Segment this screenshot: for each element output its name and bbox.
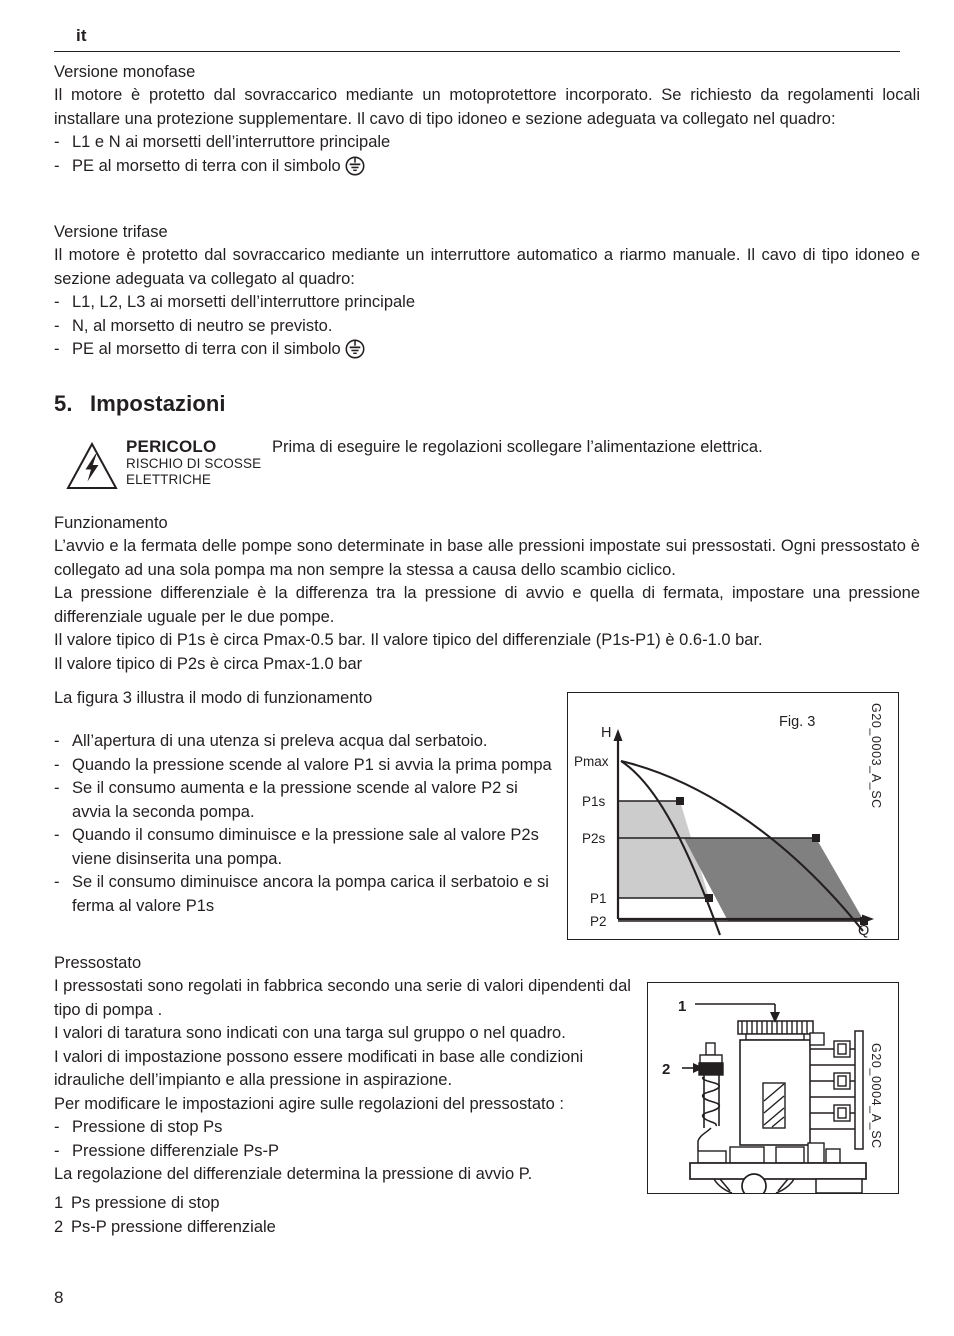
chart-marker-p2s xyxy=(812,834,820,842)
list-item xyxy=(54,777,559,824)
differential-adjust-screw xyxy=(699,1043,723,1075)
paragraph-funzionamento-2: La pressione differenziale è la differenza tra la pressione di avvio e quella di fermata, impostare una pressione differenziale uguale per le due pompe. xyxy=(54,584,920,626)
list-funzionamento-steps xyxy=(54,730,559,918)
list-item-label: N, al morsetto di neutro se previsto. xyxy=(72,316,333,335)
heading-funzionamento: Funzionamento xyxy=(54,514,168,532)
list-pressostato xyxy=(54,1116,654,1163)
paragraph-funzionamento-1: L’avvio e la fermata delle pompe sono determinate in base alle pressioni impostate sui pressostati. Ogni pressostato è collegato ad una sola pompa ma non sempre la stessa a causa dello scambio ciclico. xyxy=(54,537,920,579)
lever-link xyxy=(698,1128,711,1151)
list-item xyxy=(54,155,920,179)
heading-pressostato: Pressostato xyxy=(54,954,142,972)
callout-1-leader xyxy=(695,1004,775,1015)
paragraph-pressostato-1: I pressostati sono regolati in fabbrica secondo una serie di valori dipendenti dal tipo di pompa . xyxy=(54,977,631,1019)
chart-marker-p1s xyxy=(676,797,684,805)
figure-4-legend xyxy=(54,1192,654,1239)
figure-4-container xyxy=(647,982,899,1194)
warning-triangle-electric-shock-icon xyxy=(66,441,118,491)
list-item-label: PE al morsetto di terra con il simbolo xyxy=(72,156,341,175)
page-number: 8 xyxy=(54,1288,64,1307)
list-trifase xyxy=(54,291,920,362)
callout-number-2: 2 xyxy=(662,1061,671,1078)
chart-ytick-pmax: Pmax xyxy=(574,754,609,769)
switch-body-window xyxy=(763,1083,785,1128)
danger-subtitle-line2: ELETTRICHE xyxy=(126,471,212,487)
danger-text: Prima di eseguire le regolazioni scollegare l’alimentazione elettrica. xyxy=(272,438,763,456)
chart-ytick-p1: P1 xyxy=(590,891,607,906)
list-item-label: L1, L2, L3 ai morsetti dell’interruttore principale xyxy=(72,293,416,311)
paragraph-pressostato-4: Per modificare le impostazioni agire sulle regolazioni del pressostato : xyxy=(54,1094,564,1113)
list-item-label: All’apertura di una utenza si preleva acqua dal serbatoio. xyxy=(72,732,488,750)
heading-versione-monofase: Versione monofase xyxy=(54,63,196,81)
callout-number-1: 1 xyxy=(678,998,687,1015)
list-item xyxy=(54,1116,654,1140)
base-plate xyxy=(690,1143,866,1179)
list-item xyxy=(54,1140,654,1164)
figure-3-container xyxy=(567,692,899,940)
paragraph-pressostato-5: La regolazione del differenziale determina la pressione di avvio P. xyxy=(54,1165,533,1183)
legend-number: 1 xyxy=(54,1194,64,1212)
chart-ytick-p1s: P1s xyxy=(582,794,606,809)
adjustment-nut-top xyxy=(738,1021,813,1040)
danger-subtitle-line1: RISCHIO DI SCOSSE xyxy=(126,456,262,471)
section-versione-monofase xyxy=(54,61,920,178)
paragraph-funzionamento-4: Il valore tipico di P2s è circa Pmax-1.0 bar xyxy=(54,654,363,673)
list-monofase xyxy=(54,131,920,178)
list-item-label: L1 e N ai morsetti dell’interruttore principale xyxy=(72,133,391,151)
paragraph-pressostato-3: I valori di impostazione possono essere modificati in base alle condizioni idrauliche dell’impianto e alla pressione in aspirazione. xyxy=(54,1047,584,1089)
figure-4-drawing-code: G20_0004_A_SC xyxy=(869,1043,883,1149)
chart-ytick-p2: P2 xyxy=(590,914,607,929)
figure-3-caption: Fig. 3 xyxy=(779,714,816,730)
danger-word: PERICOLO xyxy=(126,437,217,456)
list-item xyxy=(54,1192,654,1216)
section-number: 5. xyxy=(54,391,73,416)
list-item-label: Se il consumo aumenta e la pressione scende al valore P2 si avvia la seconda pompa. xyxy=(72,779,518,821)
section-heading-impostazioni xyxy=(54,391,226,417)
figure-3-chart xyxy=(568,693,898,939)
language-tag: it xyxy=(76,26,87,45)
heading-versione-trifase: Versione trifase xyxy=(54,223,168,241)
section-pressostato xyxy=(54,952,654,1187)
list-item xyxy=(54,338,920,362)
chart-marker-p1 xyxy=(705,894,713,902)
terminal-block-right xyxy=(810,1031,863,1149)
list-item xyxy=(54,291,920,315)
section-title-text: Impostazioni xyxy=(90,391,226,416)
figure-3-drawing-code: G20_0003_A_SC xyxy=(869,703,883,809)
list-item xyxy=(54,754,559,778)
list-legend xyxy=(54,1192,654,1239)
list-item xyxy=(54,871,559,918)
chart-y-axis-arrow xyxy=(614,729,623,741)
list-item xyxy=(54,131,920,155)
differential-spring xyxy=(703,1075,720,1128)
figure3-intro xyxy=(54,687,554,711)
list-item-label: Se il consumo diminuisce ancora la pompa carica il serbatoio e si ferma al valore P1s xyxy=(72,873,549,915)
chart-ytick-p2s: P2s xyxy=(582,831,606,846)
chart-y-axis-label: H xyxy=(601,725,612,741)
section-versione-trifase xyxy=(54,221,920,362)
paragraph-monofase: Il motore è protetto dal sovraccarico mediante un motoprotettore incorporato. Se richiesto da regolamenti locali installare una protezione supplementare. Il cavo di tipo idoneo e sezione adeguata va collegato nel quadro: xyxy=(54,86,920,128)
section-funzionamento xyxy=(54,512,920,676)
list-item-label: Quando la pressione scende al valore P1 si avvia la prima pompa xyxy=(72,755,552,774)
list-funzionamento xyxy=(54,730,559,918)
list-item xyxy=(54,824,559,871)
figure-4-pressure-switch-drawing xyxy=(648,983,898,1193)
protective-earth-icon xyxy=(344,155,366,177)
list-item-label: Pressione differenziale Ps-P xyxy=(72,1141,279,1160)
chart-x-axis-label: Q xyxy=(858,923,870,939)
legend-number: 2 xyxy=(54,1217,64,1236)
legend-label: Ps-P pressione differenziale xyxy=(71,1217,276,1236)
list-item-label: Quando il consumo diminuisce e la pressione sale al valore P2s viene disinserita una pompa. xyxy=(72,826,539,868)
list-item xyxy=(54,315,920,339)
header-rule xyxy=(54,51,900,52)
danger-notice xyxy=(60,437,900,497)
paragraph-pressostato-2: I valori di taratura sono indicati con una targa sul gruppo o nel quadro. xyxy=(54,1024,566,1042)
list-item-label: Pressione di stop Ps xyxy=(72,1118,223,1136)
legend-label: Ps pressione di stop xyxy=(71,1194,220,1212)
list-item-label: PE al morsetto di terra con il simbolo xyxy=(72,340,341,358)
list-item xyxy=(54,1216,654,1240)
paragraph-trifase: Il motore è protetto dal sovraccarico mediante un interruttore automatico a riarmo manuale. Il cavo di tipo idoneo e sezione adeguata va collegato al quadro: xyxy=(54,246,920,288)
paragraph-funzionamento-3: Il valore tipico di P1s è circa Pmax-0.5 bar. Il valore tipico del differenziale (P1s-P1) è 0.6-1.0 bar. xyxy=(54,631,763,649)
list-item xyxy=(54,730,559,754)
paragraph-figura3-intro: La figura 3 illustra il modo di funzionamento xyxy=(54,689,373,707)
protective-earth-icon xyxy=(344,338,366,360)
